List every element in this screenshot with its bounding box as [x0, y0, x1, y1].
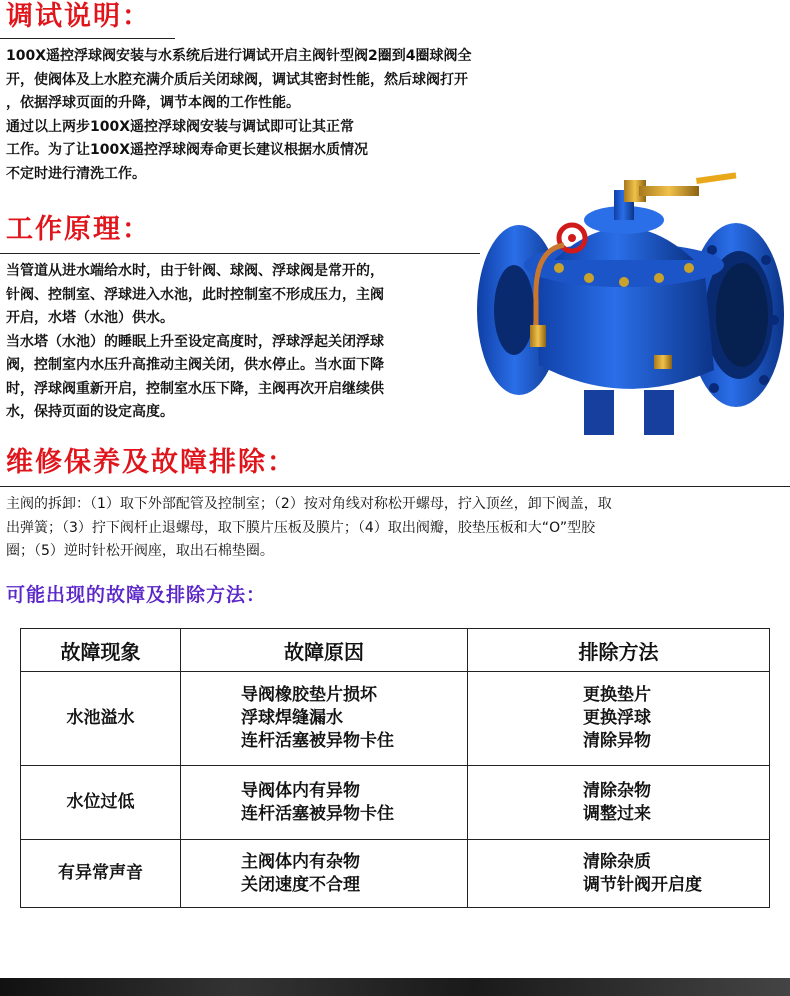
- principle-section-title: 工作原理：: [6, 214, 151, 245]
- fix-line: 调节针阀开启度: [583, 874, 702, 895]
- cause-cell: [181, 672, 468, 766]
- table-header-row: [21, 629, 770, 672]
- cause-cell: [181, 766, 468, 840]
- fix-line: 清除杂物: [583, 780, 651, 801]
- cause-line: 连杆活塞被异物卡住: [241, 731, 394, 751]
- fault-table: [20, 628, 770, 908]
- cause-line: 主阀体内有杂物: [241, 851, 360, 872]
- principle-line: 当水塔（水池）的睡眠上升至设定高度时，浮球浮起关闭浮球: [6, 333, 384, 350]
- fix-cell: [468, 840, 770, 908]
- cause-line: 关闭速度不合理: [241, 874, 360, 895]
- float-valve-image: [474, 160, 786, 460]
- header-symptom: 故障现象: [21, 629, 181, 672]
- table-row: [21, 766, 770, 840]
- principle-line: 针阀、控制室、浮球进入水池，此时控制室不形成压力，主阀: [6, 286, 384, 303]
- faults-section-title: 可能出现的故障及排除方法：: [6, 584, 267, 606]
- principle-line: 水，保持页面的设定高度。: [6, 404, 174, 420]
- debug-section-title: 调试说明：: [6, 1, 151, 32]
- cause-cell: [181, 840, 468, 908]
- debug-line: 工作。为了让100X遥控浮球阀寿命更长建议根据水质情况: [6, 142, 369, 158]
- cause-line: 浮球焊缝漏水: [241, 708, 343, 728]
- fix-line: 更换浮球: [583, 708, 651, 728]
- principle-line: 当管道从进水端给水时，由于针阀、球阀、浮球阀是常开的，: [6, 263, 384, 279]
- header-cause: 故障原因: [181, 629, 468, 672]
- symptom-cell: 水池溢水: [21, 672, 181, 766]
- principle-line: 开启，水塔（水池）供水。: [6, 310, 174, 326]
- cause-line: 连杆活塞被异物卡住: [241, 803, 394, 824]
- table-row: [21, 672, 770, 766]
- fix-line: 清除异物: [583, 731, 651, 751]
- fix-line: 调整过来: [583, 803, 651, 824]
- fix-cell: [468, 672, 770, 766]
- principle-line: 时，浮球阀重新开启，控制室水压下降，主阀再次开启继续供: [6, 380, 384, 397]
- cause-line: 导阀橡胶垫片损坏: [241, 685, 377, 705]
- maintenance-section-title: 维修保养及故障排除：: [6, 447, 296, 478]
- maintenance-line: 圈；（5）逆时针松开阀座，取出石棉垫圈。: [6, 543, 274, 559]
- cause-line: 导阀体内有异物: [241, 780, 360, 801]
- debug-line: 不定时进行清洗工作。: [6, 165, 146, 182]
- table-row: [21, 840, 770, 908]
- fix-line: 清除杂质: [583, 851, 651, 872]
- principle-title-rule: [0, 253, 480, 254]
- bottom-dark-band: [0, 978, 790, 996]
- header-fix: 排除方法: [468, 629, 770, 672]
- principle-section-body: [6, 260, 486, 425]
- debug-line: 开，使阀体及上水腔充满介质后关闭球阀，调试其密封性能，然后球阀打开: [6, 71, 468, 88]
- symptom-cell: 水位过低: [21, 766, 181, 840]
- fix-line: 更换垫片: [583, 685, 651, 705]
- debug-line: ，依据浮球页面的升降，调节本阀的工作性能。: [6, 95, 300, 111]
- maintenance-line: 出弹簧；（3）拧下阀杆止退螺母，取下膜片压板及膜片；（4）取出阀瓣，胶垫压板和大“O”型胶: [6, 519, 596, 536]
- principle-line: 阀，控制室内水压升高推动主阀关闭，供水停止。当水面下降: [6, 357, 384, 373]
- debug-line: 100X遥控浮球阀安装与水系统后进行调试开启主阀针型阀2圈到4圈球阀全: [6, 48, 472, 64]
- maintenance-title-rule: [0, 486, 790, 487]
- maintenance-section-body: [6, 493, 786, 564]
- debug-title-rule: [0, 38, 175, 39]
- maintenance-line: 主阀的拆卸：（1）取下外部配管及控制室；（2）按对角线对称松开螺母，拧入顶丝，卸下阀盖，取: [6, 496, 612, 512]
- fix-cell: [468, 766, 770, 840]
- debug-line: 通过以上两步100X遥控浮球阀安装与调试即可让其正常: [6, 118, 355, 135]
- symptom-cell: 有异常声音: [21, 840, 181, 908]
